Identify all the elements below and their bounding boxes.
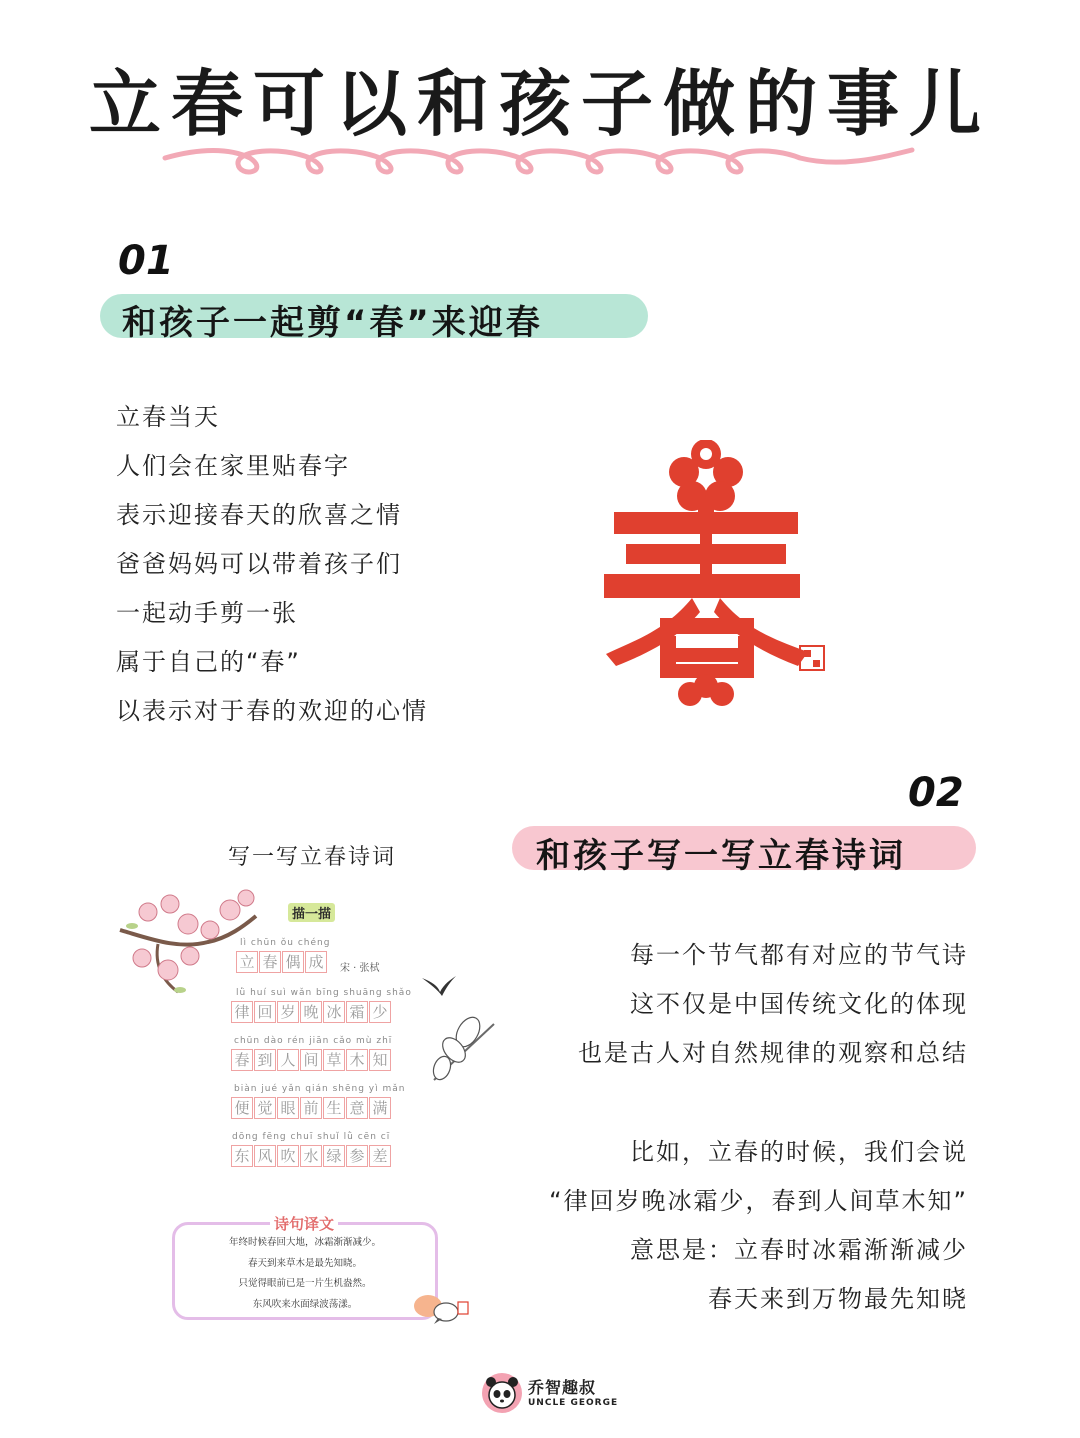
text-line: 属于自己的“春” xyxy=(116,648,301,676)
poem-char: 意 xyxy=(346,1097,368,1119)
poem-char: 成 xyxy=(305,951,327,973)
section1-text xyxy=(116,400,428,743)
text-line: 每一个节气都有对应的节气诗 xyxy=(630,941,968,969)
poem-caption: 写一写立春诗词 xyxy=(228,845,397,870)
text-line: 这不仅是中国传统文化的体现 xyxy=(630,990,968,1018)
poem-char: 草 xyxy=(323,1049,345,1071)
text-line: 爸爸妈妈可以带着孩子们 xyxy=(116,550,402,578)
pinyin-row: biàn jué yǎn qián shēng yì mǎn xyxy=(234,1084,406,1094)
poem-line-row xyxy=(231,1097,392,1119)
poem-char: 知 xyxy=(369,1049,391,1071)
poem-char: 风 xyxy=(254,1145,276,1167)
pinyin-row: chūn dào rén jiān cǎo mù zhī xyxy=(234,1036,393,1046)
poem-char: 绿 xyxy=(323,1145,345,1167)
section-number-01: 01 xyxy=(118,238,174,284)
poem-char: 东 xyxy=(231,1145,253,1167)
poem-char: 到 xyxy=(254,1049,276,1071)
pinyin-row: lǜ huí suì wǎn bīng shuāng shǎo xyxy=(236,988,412,998)
section2-text xyxy=(549,938,968,1331)
poem-title-row xyxy=(236,951,328,973)
text-line: 表示迎接春天的欣喜之情 xyxy=(116,501,402,529)
poem-line-row xyxy=(231,1001,392,1023)
poem-char: 春 xyxy=(259,951,281,973)
poem-char: 立 xyxy=(236,951,258,973)
brand-name-en: UNCLE GEORGE xyxy=(528,1398,619,1408)
poem-char: 木 xyxy=(346,1049,368,1071)
poem-char: 觉 xyxy=(254,1097,276,1119)
poem-line-row xyxy=(231,1049,392,1071)
poem-char: 便 xyxy=(231,1097,253,1119)
poem-char: 偶 xyxy=(282,951,304,973)
translation-line: 东风吹来水面绿波荡漾。 xyxy=(252,1298,358,1310)
section1-title: 和孩子一起剪“春”来迎春 xyxy=(122,303,543,343)
poem-author: 宋 · 张栻 xyxy=(340,963,380,974)
poem-char: 霜 xyxy=(346,1001,368,1023)
translation-title: 诗句译文 xyxy=(270,1213,338,1234)
text-line: 意思是：立春时冰霜渐渐减少 xyxy=(630,1236,968,1264)
poem-char: 春 xyxy=(231,1049,253,1071)
pink-swirl-decoration xyxy=(160,128,920,188)
section-number-02: 02 xyxy=(908,770,964,816)
text-line: 春天来到万物最先知晓 xyxy=(708,1285,968,1313)
poem-char: 晚 xyxy=(300,1001,322,1023)
poem-char: 律 xyxy=(231,1001,253,1023)
pinyin-row: lì chūn ǒu chéng xyxy=(240,938,331,948)
text-line: 比如，立春的时候，我们会说 xyxy=(630,1138,968,1166)
poem-char: 前 xyxy=(300,1097,322,1119)
magnolia-flower-icon xyxy=(424,1010,502,1088)
translation-line: 春天到来草木是最先知晓。 xyxy=(247,1257,362,1269)
poem-char: 差 xyxy=(369,1145,391,1167)
text-line: 人们会在家里贴春字 xyxy=(116,452,350,480)
poem-char: 岁 xyxy=(277,1001,299,1023)
text-line: 立春当天 xyxy=(116,403,220,431)
poem-char: 冰 xyxy=(323,1001,345,1023)
paragraph-gap xyxy=(549,1085,968,1135)
pinyin-row: dōng fēng chuī shuǐ lǜ cēn cī xyxy=(232,1132,391,1142)
plum-blossom-icon xyxy=(118,886,258,1004)
swallow-icon xyxy=(420,972,458,1000)
poem-char: 生 xyxy=(323,1097,345,1119)
translation-line: 年终时候春回大地，冰霜渐渐减少。 xyxy=(228,1237,381,1248)
paper-cut-chun-illustration xyxy=(596,440,836,712)
translation-line: 只觉得眼前已是一片生机盎然。 xyxy=(238,1278,372,1289)
text-line: 以表示对于春的欢迎的心情 xyxy=(116,697,428,725)
poem-char: 参 xyxy=(346,1145,368,1167)
poem-char: 眼 xyxy=(277,1097,299,1119)
page-title: 立春可以和孩子做的事儿 xyxy=(88,62,991,146)
section2-title: 和孩子写一写立春诗词 xyxy=(536,836,906,876)
poem-char: 回 xyxy=(254,1001,276,1023)
poem-char: 吹 xyxy=(277,1145,299,1167)
poem-line-row xyxy=(231,1145,392,1167)
brand-name-cn: 乔智趣叔 xyxy=(528,1378,597,1397)
text-line: 一起动手剪一张 xyxy=(116,599,298,627)
text-line: “律回岁晚冰霜少，春到人间草木知” xyxy=(549,1187,968,1215)
poem-char: 间 xyxy=(300,1049,322,1071)
poem-char: 水 xyxy=(300,1145,322,1167)
poem-char: 人 xyxy=(277,1049,299,1071)
trace-tag: 描一描 xyxy=(288,903,335,922)
translation-text xyxy=(180,1236,430,1318)
speech-bubble-icon xyxy=(408,1290,470,1326)
poem-char: 少 xyxy=(369,1001,391,1023)
text-line: 也是古人对自然规律的观察和总结 xyxy=(578,1039,968,1067)
poem-char: 满 xyxy=(369,1097,391,1119)
